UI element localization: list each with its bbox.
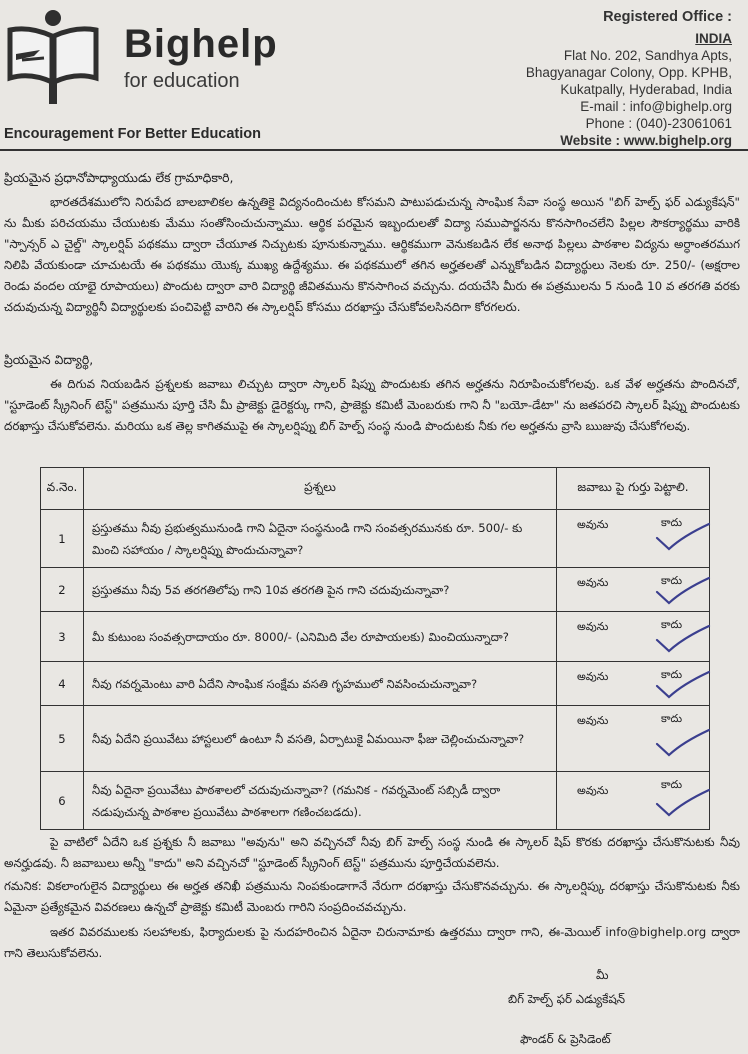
checkmark-icon xyxy=(655,522,711,552)
answer-cell[interactable] xyxy=(557,706,710,772)
row-number: 3 xyxy=(41,612,84,662)
paragraph-contact: ఇతర వివరములకు సలహాలకు, ఫిర్యాదులకు పై నుదహరించిన ఏదైనా చిరునామాకు ఉత్తరము ద్వారా గాని, ఈ-మెయిల్ info@bighelp.org ద్వారా గాని తెలుసుకోవలెను. xyxy=(4,925,740,960)
registered-office xyxy=(526,8,732,149)
answer-yes-option[interactable]: అవును xyxy=(577,714,609,727)
address-line-2: Bhagyanagar Colony, Opp. KPHB, xyxy=(525,65,732,80)
answer-yes-option[interactable]: అవును xyxy=(577,620,609,633)
column-header-number: వ.నెం. xyxy=(41,468,84,510)
answer-no-option[interactable]: కాదు xyxy=(661,778,683,791)
answer-no-option[interactable]: కాదు xyxy=(661,668,683,681)
table-header-row xyxy=(41,468,710,510)
brand-subtitle: for education xyxy=(124,70,240,92)
salutation-student: ప్రియమైన విద్యార్థి, xyxy=(4,352,94,367)
office-title: Registered Office : xyxy=(603,9,732,25)
eligibility-table xyxy=(40,467,710,830)
closing-organization: బిగ్ హెల్ప్ ఫర్ ఎడ్యుకేషన్ xyxy=(508,992,626,1006)
table-row xyxy=(41,612,710,662)
checkmark-icon xyxy=(655,788,711,818)
row-number: 6 xyxy=(41,772,84,830)
checkmark-icon xyxy=(655,624,711,654)
question-text: మీ కుటుంబ సంవత్సరాదాయం రూ. 8000/- (ఎనిమిది వేల రూపాయలకు) మించియున్నాదా? xyxy=(84,612,557,662)
paragraph-note: గమనిక: వికలాంగులైన విద్యార్థులు ఈ అర్హత తనిఖీ పత్రమును నింపకుండాగానే నేరుగా దరఖాస్తు చేసుకొనవచ్చును. ఈ స్కాలర్షిప్కు దరఖాస్తు చేసుకొనుటకు నీకు ఏమైనా ప్రత్యేకమైన వివరణలు ఉన్నచో ప్రాజెక్టు కమిటీ మెంబరు గారిని సంప్రదించవచ్చును. xyxy=(4,879,740,914)
answer-cell[interactable] xyxy=(557,568,710,612)
answer-no-option[interactable]: కాదు xyxy=(661,516,683,529)
office-phone: Phone : (040)-23061061 xyxy=(585,116,732,131)
column-header-answer: జవాబు పై గుర్తు పెట్టాలి. xyxy=(557,468,710,510)
checkmark-icon xyxy=(655,576,711,606)
address-line-3: Kukatpally, Hyderabad, India xyxy=(560,82,732,97)
paragraph-intro: భారతదేశములోని నిరుపేద బాలబాలికల ఉన్నతికై విద్యనందించుట కోసమని పాటుపడుచున్న సాంఘిక సేవా సంస్థ అయిన "బిగ్ హెల్ప్ ఫర్ ఎడ్యుకేషన్" ను మీకు పరిచయము చేయుటకు మేము సంతోసించుచున్నాము. ఆర్థిక పరమైన ఇబ్బందులతో విద్యా సముపార్జనను కొనసాగించలేని పిల్లల సౌకర్యార్థము వారికి "స్పాన్సర్ ఎ చైల్డ్" స్కాలర్షిప్ పథకము ద్వారా చేయూత నిచ్చుటకు పూనుకున్నాము. ఆర్థికముగా వెనుకబడిన లేక అనాథ పిల్లలు పాఠశాల విద్యను అర్ధాంతరముగ నిలిపి వేయకుండా చూచుటయే ఈ పథకము యొక్క ముఖ్య ఉద్దేశ్యము. ఈ పథకములో తగిన అర్హతలతో ఎన్నుకోబడిన విద్యార్థులు నెలకు రూ. 250/- (అక్షరాల రెండు వందల యాభై రూపాయలు) పొందుట ద్వారా వారి విద్యార్థి జీవితమును కొనసాగించ వచ్చును. దయచేసి మీరు ఈ పత్రములను 5 నుండి 10 వ తరగతి వరకు చదువుచున్న విద్యార్థినీ విద్యార్థులకు పంచిపెట్టి వారిని ఈ స్కాలర్షిప్ కోసము దరఖాస్తు చేసుకోవలసినదిగా కోరగలరు. xyxy=(4,195,740,314)
brand-name: Bighelp xyxy=(124,22,278,66)
answer-yes-option[interactable]: అవును xyxy=(577,576,609,589)
paragraph-instructions: ఈ దిగువ నియబడిన ప్రశ్నలకు జవాబు లిచ్చుట ద్వారా స్కాలర్ షిప్ను పొందుటకు తగిన అర్హతను నిరూపించుకోగలవు. ఒక వేళ అర్హతను పొందినచో, "స్టూడెంట్ స్క్రీనింగ్ టెస్ట్" పత్రమును పూర్తి చేసి మీ ప్రాజెక్టు డైరెక్టర్కు గాని, ప్రాజెక్టు కమిటీ మెంబరుకు గాని నీ "బయో-డేటా" ను జతపరచి స్కాలర్ షిప్ను పొందుటకు దరఖాస్తు చేసుకోవలెను. మరియు ఒక తెల్ల కాగితముపై ఈ స్కాలర్షిప్ను బిగ్ హెల్ప్ సంస్థ నుండి పొందుటకు నీకు గల అర్హతను వ్రాసి ఋజువు చేసుకోగలవు. xyxy=(4,377,740,433)
address-line-1: Flat No. 202, Sandhya Apts, xyxy=(563,48,732,63)
answer-cell[interactable] xyxy=(557,510,710,568)
row-number: 4 xyxy=(41,662,84,706)
office-country: INDIA xyxy=(695,31,732,46)
question-text: ప్రస్తుతము నీవు 5వ తరగతిలోపు గాని 10వ తరగతి పైన గాని చదువుచున్నావా? xyxy=(84,568,557,612)
closing-yours: మీ xyxy=(596,968,609,982)
table-row xyxy=(41,568,710,612)
checkmark-icon xyxy=(655,670,711,700)
paragraph-eligibility-result: పై వాటిలో ఏదేని ఒక ప్రశ్నకు నీ జవాబు "అవును" అని వచ్చినచో నీవు బిగ్ హెల్ప్ సంస్థ నుండి ఈ స్కాలర్ షిప్ కొరకు దరఖాస్తు చేసుకొనుటకు నీవు అనర్హుడవు. నీ జవాబులు అన్నీ "కాదు" అని వచ్చినచో "స్టూడెంట్ స్క్రీనింగ్ టెస్ట్" పత్రమును పూర్తిచేయవలెను. xyxy=(4,835,740,870)
office-website: Website : www.bighelp.org xyxy=(560,133,732,148)
answer-yes-option[interactable]: అవును xyxy=(577,670,609,683)
answer-no-option[interactable]: కాదు xyxy=(661,712,683,725)
header-divider xyxy=(0,149,748,151)
answer-no-option[interactable]: కాదు xyxy=(661,618,683,631)
answer-yes-option[interactable]: అవును xyxy=(577,518,609,531)
table-row xyxy=(41,510,710,568)
tagline: Encouragement For Better Education xyxy=(4,126,262,142)
row-number: 1 xyxy=(41,510,84,568)
question-text: నీవు గవర్నమెంటు వారి ఏదేని సాంఘిక సంక్షేమ వసతి గృహములో నివసించుచున్నావా? xyxy=(84,662,557,706)
question-text: నీవు ఏదైనా ప్రయివేటు పాఠశాలలో చదువుచున్నావా? (గమనిక - గవర్నమెంట్ సబ్సిడీ ద్వారా నడుపుచున్న పాఠశాల ప్రయివేటు పాఠశాలగా గణించబడదు). xyxy=(84,772,557,830)
question-text: నీవు ఏదేని ప్రయివేటు హాస్టలులో ఉంటూ నీ వసతి, ఏర్పాటుకై ఏమయినా ఫీజు చెల్లించుచున్నావా? xyxy=(84,706,557,772)
row-number: 2 xyxy=(41,568,84,612)
checkmark-icon xyxy=(655,728,711,758)
book-logo-icon xyxy=(4,8,108,108)
row-number: 5 xyxy=(41,706,84,772)
answer-cell[interactable] xyxy=(557,662,710,706)
table-row xyxy=(41,662,710,706)
answer-no-option[interactable]: కాదు xyxy=(661,574,683,587)
table-row xyxy=(41,706,710,772)
closing-signatory: ఫౌండర్ & ప్రెసిడెంట్ xyxy=(520,1032,611,1046)
office-email: E-mail : info@bighelp.org xyxy=(580,99,732,114)
question-text: ప్రస్తుతము నీవు ప్రభుత్వమునుండి గాని ఏదైనా సంస్థనుండి గాని సంవత్సరమునకు రూ. 500/- కు మించి సహాయం / స్కాలర్షిప్ను పొందుచున్నావా? xyxy=(84,510,557,568)
answer-cell[interactable] xyxy=(557,612,710,662)
column-header-questions: ప్రశ్నలు xyxy=(84,468,557,510)
salutation-headmaster: ప్రియమైన ప్రధానోపాధ్యాయుడు లేక గ్రామాధికారి, xyxy=(4,170,234,185)
answer-yes-option[interactable]: అవును xyxy=(577,784,609,797)
answer-cell[interactable] xyxy=(557,772,710,830)
table-row xyxy=(41,772,710,830)
